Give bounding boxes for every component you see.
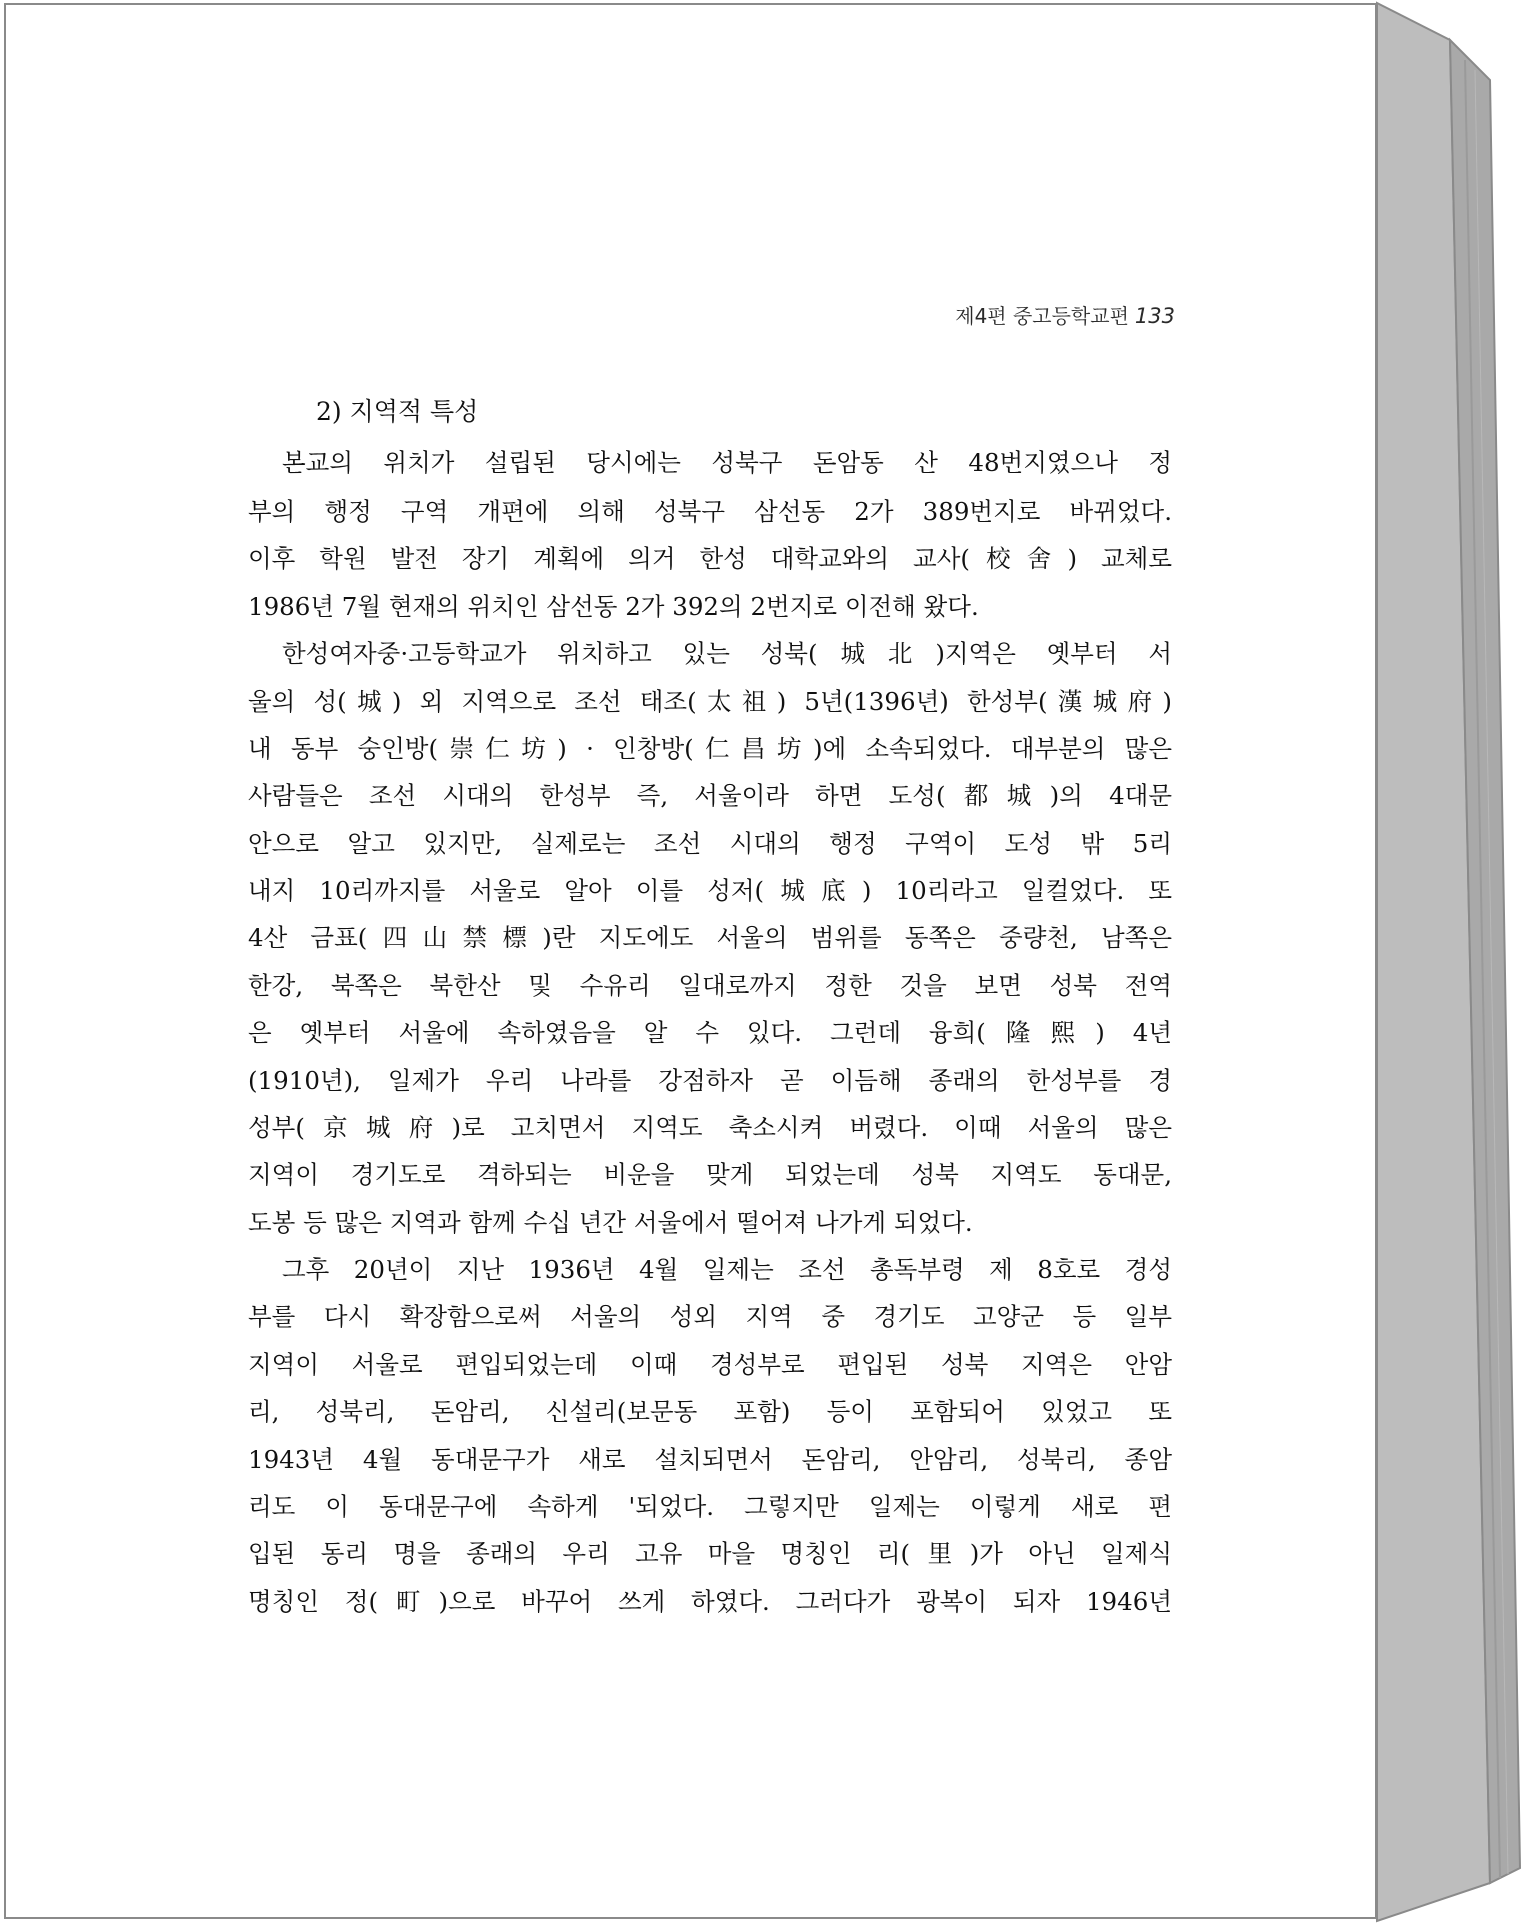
- text-line: 입된 동리 명을 종래의 우리 고유 마을 명칭인 리(里)가 아닌 일제식: [248, 1539, 1172, 1568]
- text-line: 내지 10리까지를 서울로 알아 이를 성저(城底) 10리라고 일컬었다. 또: [248, 876, 1172, 905]
- text-line: 1986년 7월 현재의 위치인 삼선동 2가 392의 2번지로 이전해 왔다.: [248, 592, 979, 621]
- text-line: 내 동부 숭인방(崇仁坊) · 인창방(仁昌坊)에 소속되었다. 대부분의 많은: [248, 734, 1172, 763]
- text-line: 리도 이 동대문구에 속하게 '되었다. 그렇지만 일제는 이렇게 새로 편: [248, 1492, 1172, 1521]
- text-line: 한강, 북쪽은 북한산 및 수유리 일대로까지 정한 것을 보면 성북 전역: [248, 971, 1172, 1000]
- running-head-title: 제4편 중고등학교편: [955, 304, 1129, 328]
- text-line: 부의 행정 구역 개편에 의해 성북구 삼선동 2가 389번지로 바뀌었다.: [248, 497, 1172, 526]
- text-line: 4산 금표(四山禁標)란 지도에도 서울의 범위를 동쪽은 중량천, 남쪽은: [248, 923, 1172, 952]
- text-line: (1910년), 일제가 우리 나라를 강점하자 곧 이듬해 종래의 한성부를 경: [248, 1066, 1172, 1095]
- text-line: 본교의 위치가 설립된 당시에는 성북구 돈암동 산 48번지였으나 정: [282, 448, 1172, 477]
- running-head: [930, 300, 1175, 329]
- text-line: 리, 성북리, 돈암리, 신설리(보문동 포함) 등이 포함되어 있었고 또: [248, 1397, 1172, 1426]
- page-number: 133: [1134, 304, 1175, 328]
- text-line: 도봉 등 많은 지역과 함께 수십 년간 서울에서 떨어져 나가게 되었다.: [248, 1208, 973, 1237]
- text-line: 안으로 알고 있지만, 실제로는 조선 시대의 행정 구역이 도성 밖 5리: [248, 829, 1172, 858]
- text-line: 이후 학원 발전 장기 계획에 의거 한성 대학교와의 교사(校舍) 교체로: [248, 544, 1172, 573]
- text-line: 성부(京城府)로 고치면서 지역도 축소시켜 버렸다. 이때 서울의 많은: [248, 1113, 1172, 1142]
- text-line: 울의 성(城) 외 지역으로 조선 태조(太祖) 5년(1396년) 한성부(漢城府): [248, 687, 1172, 716]
- text-line: 한성여자중·고등학교가 위치하고 있는 성북(城北)지역은 옛부터 서: [282, 639, 1172, 668]
- text-line: 지역이 경기도로 격하되는 비운을 맞게 되었는데 성북 지역도 동대문,: [248, 1160, 1172, 1189]
- text-line: 그후 20년이 지난 1936년 4월 일제는 조선 총독부령 제 8호로 경성: [282, 1255, 1172, 1284]
- section-heading: 2) 지역적 특성: [316, 397, 479, 426]
- text-line: 사람들은 조선 시대의 한성부 즉, 서울이라 하면 도성(都城)의 4대문: [248, 781, 1172, 810]
- text-line: 부를 다시 확장함으로써 서울의 성외 지역 중 경기도 고양군 등 일부: [248, 1302, 1172, 1331]
- text-line: 은 옛부터 서울에 속하였음을 알 수 있다. 그런데 융희(隆熙) 4년: [248, 1018, 1172, 1047]
- text-line: 명칭인 정(町)으로 바꾸어 쓰게 하였다. 그러다가 광복이 되자 1946년: [248, 1587, 1172, 1616]
- text-line: 지역이 서울로 편입되었는데 이때 경성부로 편입된 성북 지역은 안암: [248, 1350, 1172, 1379]
- text-line: 1943년 4월 동대문구가 새로 설치되면서 돈암리, 안암리, 성북리, 종암: [248, 1445, 1172, 1474]
- book-page: [4, 3, 1377, 1919]
